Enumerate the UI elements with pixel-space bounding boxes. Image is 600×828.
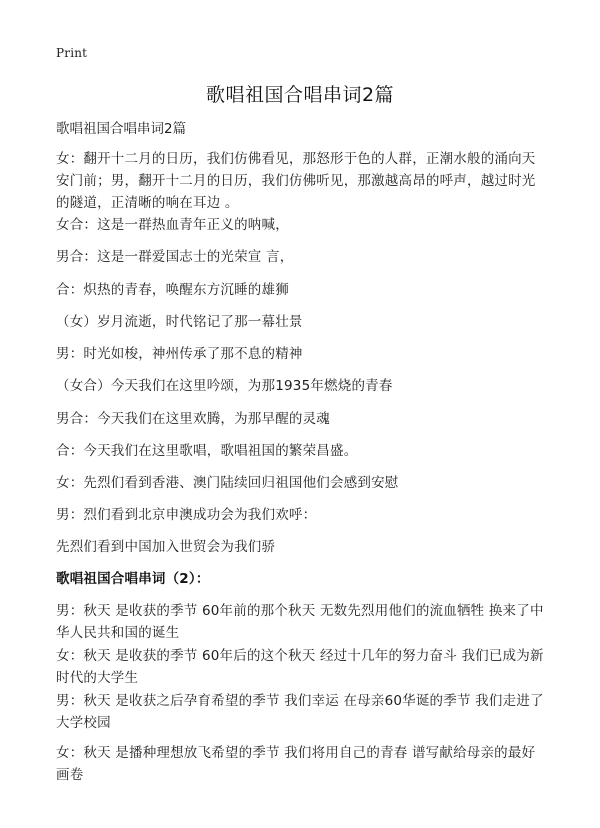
- paragraph: 男：时光如梭，神州传承了那不息的精神: [56, 346, 303, 362]
- paragraph: （女合）今天我们在这里吟颂，为那1935年燃烧的青春: [56, 378, 393, 394]
- paragraph: 男：秋天 是收获之后孕育希望的季节 我们幸运 在母亲60华诞的季节 我们走进了大学校园: [56, 693, 544, 731]
- paragraph: 女：先烈们看到香港、澳门陆续回归祖国他们会感到安慰: [56, 475, 399, 491]
- print-link[interactable]: Print: [56, 46, 88, 60]
- paragraph: 男：烈们看到北京申澳成功会为我们欢呼：: [56, 507, 317, 523]
- paragraph: 先烈们看到中国加入世贸会为我们骄: [56, 539, 276, 555]
- document-title: 歌唱祖国合唱串词2篇: [205, 84, 395, 106]
- paragraph: 男：秋天 是收获的季节 60年前的那个秋天 无数先烈用他们的流血牺牲 换来了中华人民共和国的诞生: [56, 603, 544, 641]
- paragraph: 男合：今天我们在这里欢腾，为那早醒的灵魂: [56, 411, 330, 427]
- paragraph: 合：炽热的青春，唤醒东方沉睡的雄狮: [56, 282, 289, 298]
- paragraph: （女）岁月流逝，时代铭记了那一幕壮景: [56, 314, 303, 330]
- paragraph: 女：翻开十二月的日历，我们仿佛看见，那怒形于色的人群，正潮水般的涌向天安门前；男，翻开十二月的日历，我们仿佛听见，那激越高昂的呼声，越过时光的隧道，正清晰的响在耳边 。: [56, 151, 536, 211]
- section-heading: 歌唱祖国合唱串词（2）：: [56, 571, 210, 587]
- paragraph: 男合：这是一群爱国志士的光荣宣 言，: [56, 249, 294, 265]
- document-subtitle: 歌唱祖国合唱串词2篇: [56, 121, 187, 137]
- paragraph: 女合：这是一群热血青年正义的呐喊，: [56, 217, 289, 233]
- paragraph: 女：秋天 是收获的季节 60年后的这个秋天 经过十几年的努力奋斗 我们已成为新时代的大学生: [56, 648, 544, 686]
- paragraph: 合：今天我们在这里歌唱，歌唱祖国的繁荣昌盛。: [56, 443, 358, 459]
- paragraph: 女：秋天 是播种理想放飞希望的季节 我们将用自己的青春 谱写献给母亲的最好画卷: [56, 745, 536, 783]
